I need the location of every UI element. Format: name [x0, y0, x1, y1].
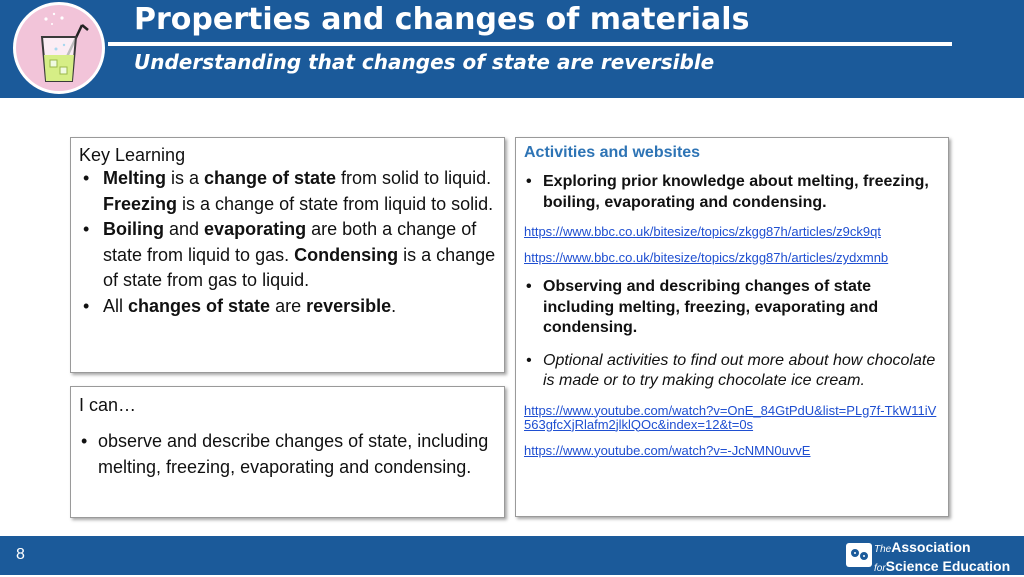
item-text: and — [164, 219, 205, 239]
item-text: All — [103, 295, 129, 316]
term-condensing: Condensing — [294, 244, 399, 265]
ase-science-education: Science Education — [885, 558, 1011, 574]
activity-link[interactable]: https://www.youtube.com/watch?v=OnE_84GtPdU&list=PLg7f-TkW11iV563gfcXjRlafm2jlklQOc&index=12&t=0s — [524, 402, 937, 432]
i-can-heading: I can… — [79, 395, 137, 415]
item-text: from solid to liquid. — [336, 168, 492, 188]
activity-item: • Observing and describing changes of state including melting, freezing, evaporating and condensing. — [524, 277, 940, 339]
term-freezing: Freezing — [103, 193, 178, 214]
activities-box — [515, 137, 949, 517]
header-bar — [0, 0, 1024, 98]
activity-item-optional: • Optional activities to find out more about how chocolate is made or to try making chocolate ice cream. — [524, 351, 940, 392]
ase-prefix-the: The — [874, 544, 892, 555]
item-text: is a — [166, 168, 205, 188]
key-learning-box — [70, 137, 505, 373]
page-number: 8 — [16, 546, 25, 563]
ase-logo-text — [874, 539, 1010, 577]
activity-link[interactable]: https://www.bbc.co.uk/bitesize/topics/zkgg87h/articles/z9ck9qt — [524, 224, 881, 239]
item-text: are — [270, 295, 307, 316]
i-can-box — [70, 386, 505, 518]
item-text: . — [391, 295, 397, 316]
glass-with-straw-icon — [13, 2, 105, 94]
key-learning-heading: Key Learning — [79, 145, 186, 165]
ase-association: Association — [891, 539, 971, 555]
key-learning-item — [79, 217, 496, 294]
activity-link[interactable]: https://www.bbc.co.uk/bitesize/topics/zkgg87h/articles/zydxmnb — [524, 250, 889, 265]
ase-logo-line2 — [874, 558, 1010, 577]
key-learning-item — [79, 166, 496, 217]
item-text: is a change of state from gas to liquid. — [103, 244, 496, 290]
activity-item: • Exploring prior knowledge about melting, freezing, boiling, evaporating and condensing. — [524, 172, 940, 213]
term-reversible: reversible — [306, 295, 392, 316]
item-text: are both a change of state from liquid to gas. — [103, 219, 477, 265]
item-text: is a change of state from liquid to solid. — [177, 193, 494, 214]
i-can-list — [79, 429, 496, 480]
ase-logo-line1 — [874, 539, 1010, 558]
page-title: Properties and changes of materials — [134, 2, 750, 37]
ase-prefix-for: for — [874, 563, 886, 574]
i-can-item: • observe and describe changes of state, including melting, freezing, evaporating and condensing. — [79, 429, 496, 480]
term-change-of-state: change of state — [204, 168, 337, 188]
footer-bar — [0, 536, 1024, 575]
key-learning-list — [79, 166, 496, 319]
ase-logo-icon — [846, 543, 872, 567]
key-learning-item — [79, 294, 496, 320]
activity-link[interactable]: https://www.youtube.com/watch?v=-JcNMN0uvvE — [524, 442, 811, 458]
term-evaporating: evaporating — [204, 219, 307, 239]
title-divider — [108, 42, 952, 46]
activities-heading: Activities and websites — [524, 144, 701, 161]
term-melting: Melting — [103, 168, 166, 188]
term-changes-of-state: changes of state — [128, 295, 271, 316]
term-boiling: Boiling — [103, 219, 164, 239]
page-subtitle: Understanding that changes of state are reversible — [134, 50, 715, 74]
